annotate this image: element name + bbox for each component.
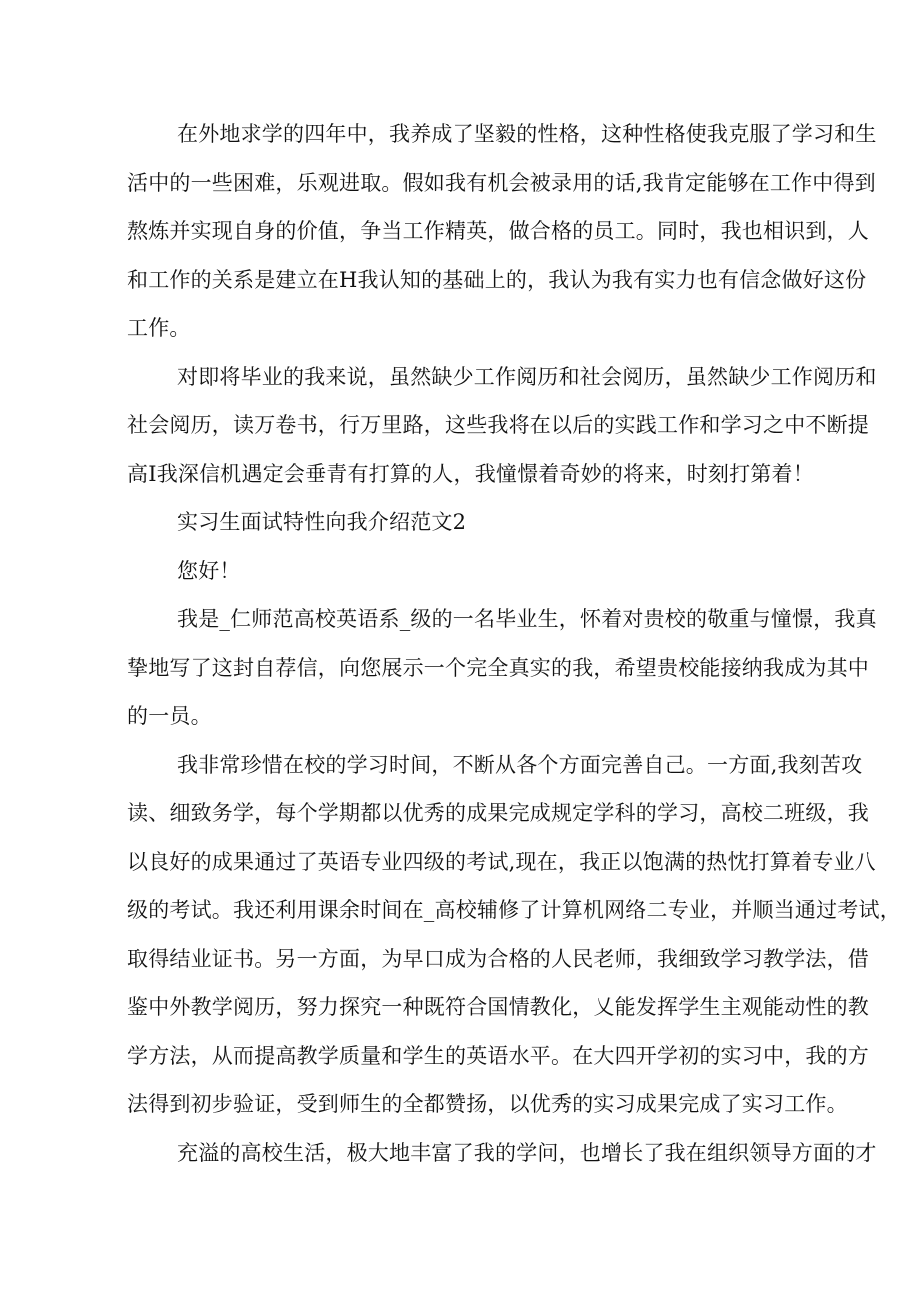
text-line: 社会阅历，读万卷书，行万里路，这些我将在以后的实践工作和学习之中不断提 [127, 413, 869, 437]
text-line: 对即将毕业的我来说，虽然缺少工作阅历和社会阅历，虽然缺少工作阅历和 [177, 364, 877, 389]
paragraph-2 [127, 353, 877, 499]
document-body [127, 110, 901, 1177]
text-line: 熬炼并实现自身的价值，争当工作精英，做合格的员工。同时，我也相识到，人 [127, 219, 869, 243]
greeting-text: 您好！ [177, 558, 241, 583]
paragraph-4 [127, 741, 901, 1129]
text-line: 高I我深信机遇定会垂青有打算的人，我憧憬着奇妙的将来，时刻打第着！ [127, 461, 814, 486]
text-line: 挚地写了这封自荐信，向您展示一个完全真实的我，希望贵校能接纳我成为其中 [127, 655, 869, 680]
greeting [127, 547, 787, 596]
text-line: 和工作的关系是建立在H我认知的基础上的，我认为我有实力也有信念做好这份 [127, 267, 867, 292]
paragraph-3 [127, 595, 877, 741]
text-line: 鉴中外教学阅历，努力探究一种既符合国情教化，乂能发挥学生主观能动性的教 [127, 995, 869, 1019]
text-line: 充溢的高校生活，极大地丰富了我的学问，也增长了我在组织领导方面的才 [177, 1140, 877, 1165]
paragraph-1 [127, 110, 877, 353]
text-line: 以良好的成果通过了英语专业四级的考试,现在，我正以饱满的热忱打算着专业八 [127, 849, 876, 874]
text-line: 级的考试。我还利用课余时间在_高校辅修了计算机网络二专业，并顺当通过考试， [127, 898, 901, 922]
text-line: 的一员。 [127, 704, 212, 728]
text-line: 学方法，从而提高教学质量和学生的英语水平。在大四开学初的实习中，我的方 [127, 1043, 869, 1068]
text-line: 活中的一些困难，乐观进取。假如我有机会被录用的话,我肯定能够在工作中得到 [127, 170, 876, 195]
text-line: 法得到初步验证，受到师生的全都赞扬，以优秀的实习成果完成了实习工作。 [127, 1092, 848, 1116]
text-line: 我非常珍惜在校的学习时间，不断从各个方面完善自己。一方面,我刻苦攻 [177, 752, 863, 777]
text-line: 我是_仁师范高校英语系_级的一名毕业生，怀着对贵校的敬重与憧憬，我真 [177, 607, 877, 631]
text-line: 工作。 [127, 316, 191, 340]
section-heading [127, 498, 787, 547]
paragraph-5 [127, 1129, 877, 1178]
text-line: 在外地求学的四年中，我养成了坚毅的性格，这种性格使我克服了学习和生 [177, 122, 877, 146]
text-line: 读、细致务学，每个学期都以优秀的成果完成规定学科的学习，高校二班级，我 [127, 801, 869, 825]
heading-text: 实习生面试特性向我介绍范文2 [177, 510, 467, 534]
text-line: 取得结业证书。另一方面，为早口成为合格的人民老师，我细致学习教学法，借 [127, 946, 869, 971]
